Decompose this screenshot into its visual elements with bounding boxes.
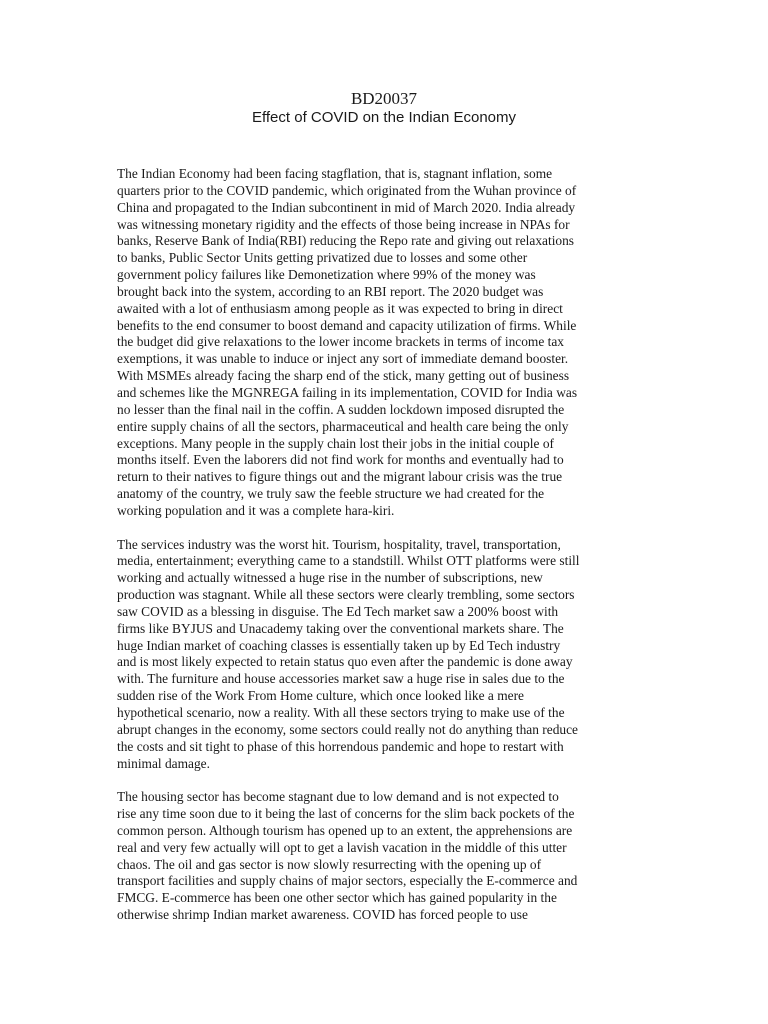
paragraph-line: common person. Although tourism has opened up to an extent, the apprehensions are xyxy=(117,822,573,838)
paragraph-line: government policy failures like Demonetization where 99% of the money was xyxy=(117,267,536,283)
body-paragraph xyxy=(117,789,657,924)
paragraph-line: exceptions. Many people in the supply chain lost their jobs in the initial couple of xyxy=(117,435,554,451)
paragraph-line: and is most likely expected to retain status quo even after the pandemic is done away xyxy=(117,654,573,670)
document-id: BD20037 xyxy=(350,89,418,108)
document-body xyxy=(117,166,657,941)
paragraph-line: anatomy of the country, we truly saw the feeble structure we had created for the xyxy=(117,486,545,502)
paragraph-line: FMCG. E-commerce has been one other sector which has gained popularity in the xyxy=(117,890,557,906)
paragraph-line: sudden rise of the Work From Home culture, which once looked like a mere xyxy=(117,688,524,704)
paragraph-line: working and actually witnessed a huge rise in the number of subscriptions, new xyxy=(117,570,543,586)
paragraph-line: media, entertainment; everything came to a standstill. Whilst OTT platforms were still xyxy=(117,553,580,569)
paragraph-line: abrupt changes in the economy, some sectors could really not do anything than reduce xyxy=(117,721,578,737)
paragraph-line: no lesser than the final nail in the coffin. A sudden lockdown imposed disrupted the xyxy=(117,401,565,417)
paragraph-line: rise any time soon due to it being the last of concerns for the slim back pockets of the xyxy=(117,806,575,822)
paragraph-line: quarters prior to the COVID pandemic, which originated from the Wuhan province of xyxy=(117,182,577,198)
paragraph-line: The Indian Economy had been facing stagflation, that is, stagnant inflation, some xyxy=(117,166,553,181)
paragraph-line: was witnessing monetary rigidity and the effects of those being increase in NPAs for xyxy=(117,216,570,232)
paragraph-line: months itself. Even the laborers did not find work for months and eventually had to xyxy=(117,452,564,468)
paragraph-line: real and very few actually will opt to get a lavish vacation in the middle of this utter xyxy=(117,839,567,855)
paragraph-line: With MSMEs already facing the sharp end of the stick, many getting out of business xyxy=(117,368,570,384)
paragraph-line: banks, Reserve Bank of India(RBI) reducing the Repo rate and giving out relaxations xyxy=(117,233,575,249)
paragraph-line: firms like BYJUS and Unacademy taking over the conventional markets share. The xyxy=(117,620,564,636)
paragraph-line: chaos. The oil and gas sector is now slowly resurrecting with the opening up of xyxy=(117,856,542,872)
paragraph-line: entire supply chains of all the sectors, pharmaceutical and health care being the only xyxy=(117,418,569,434)
paragraph-line: The services industry was the worst hit. Tourism, hospitality, travel, transportation, xyxy=(117,536,561,552)
paragraph-line: exemptions, it was unable to induce or inject any sort of immediate demand booster. xyxy=(117,351,569,367)
paragraph-line: and schemes like the MGNREGA failing in its implementation, COVID for India was xyxy=(117,384,578,400)
paragraph-line: The housing sector has become stagnant due to low demand and is not expected to xyxy=(117,789,559,805)
body-paragraph xyxy=(117,537,657,773)
paragraph-line: with. The furniture and house accessories market saw a huge rise in sales due to the xyxy=(117,671,565,687)
paragraph-line: huge Indian market of coaching classes is essentially taken up by Ed Tech industry xyxy=(117,637,561,653)
document-title: Effect of COVID on the Indian Economy xyxy=(251,109,517,126)
paragraph-line: to banks, Public Sector Units getting privatized due to losses and some other xyxy=(117,250,528,266)
paragraph-line: working population and it was a complete hara-kiri. xyxy=(117,502,395,518)
body-paragraph xyxy=(117,166,657,520)
paragraph-line: minimal damage. xyxy=(117,755,210,771)
paragraph-line: benefits to the end consumer to boost demand and capacity utilization of firms. While xyxy=(117,317,577,333)
paragraph-line: brought back into the system, according to an RBI report. The 2020 budget was xyxy=(117,283,544,299)
paragraph-line: otherwise shrimp Indian market awareness. COVID has forced people to use xyxy=(117,907,528,923)
paragraph-line: hypothetical scenario, now a reality. With all these sectors trying to make use of the xyxy=(117,705,565,720)
paragraph-line: production was stagnant. While all these sectors were clearly trembling, some sectors xyxy=(117,587,575,603)
paragraph-line: China and propagated to the Indian subcontinent in mid of March 2020. India already xyxy=(117,199,576,215)
paragraph-line: saw COVID as a blessing in disguise. The Ed Tech market saw a 200% boost with xyxy=(117,603,559,619)
paragraph-line: the costs and sit tight to phase of this horrendous pandemic and hope to restart with xyxy=(117,738,564,754)
paragraph-line: return to their natives to figure things out and the migrant labour crisis was the true xyxy=(117,469,563,485)
paragraph-line: transport facilities and supply chains of major sectors, especially the E-commerce and xyxy=(117,873,578,889)
paragraph-line: the budget did give relaxations to the lower income brackets in terms of income tax xyxy=(117,334,564,350)
paragraph-line: awaited with a lot of enthusiasm among people as it was expected to bring in direct xyxy=(117,300,563,316)
